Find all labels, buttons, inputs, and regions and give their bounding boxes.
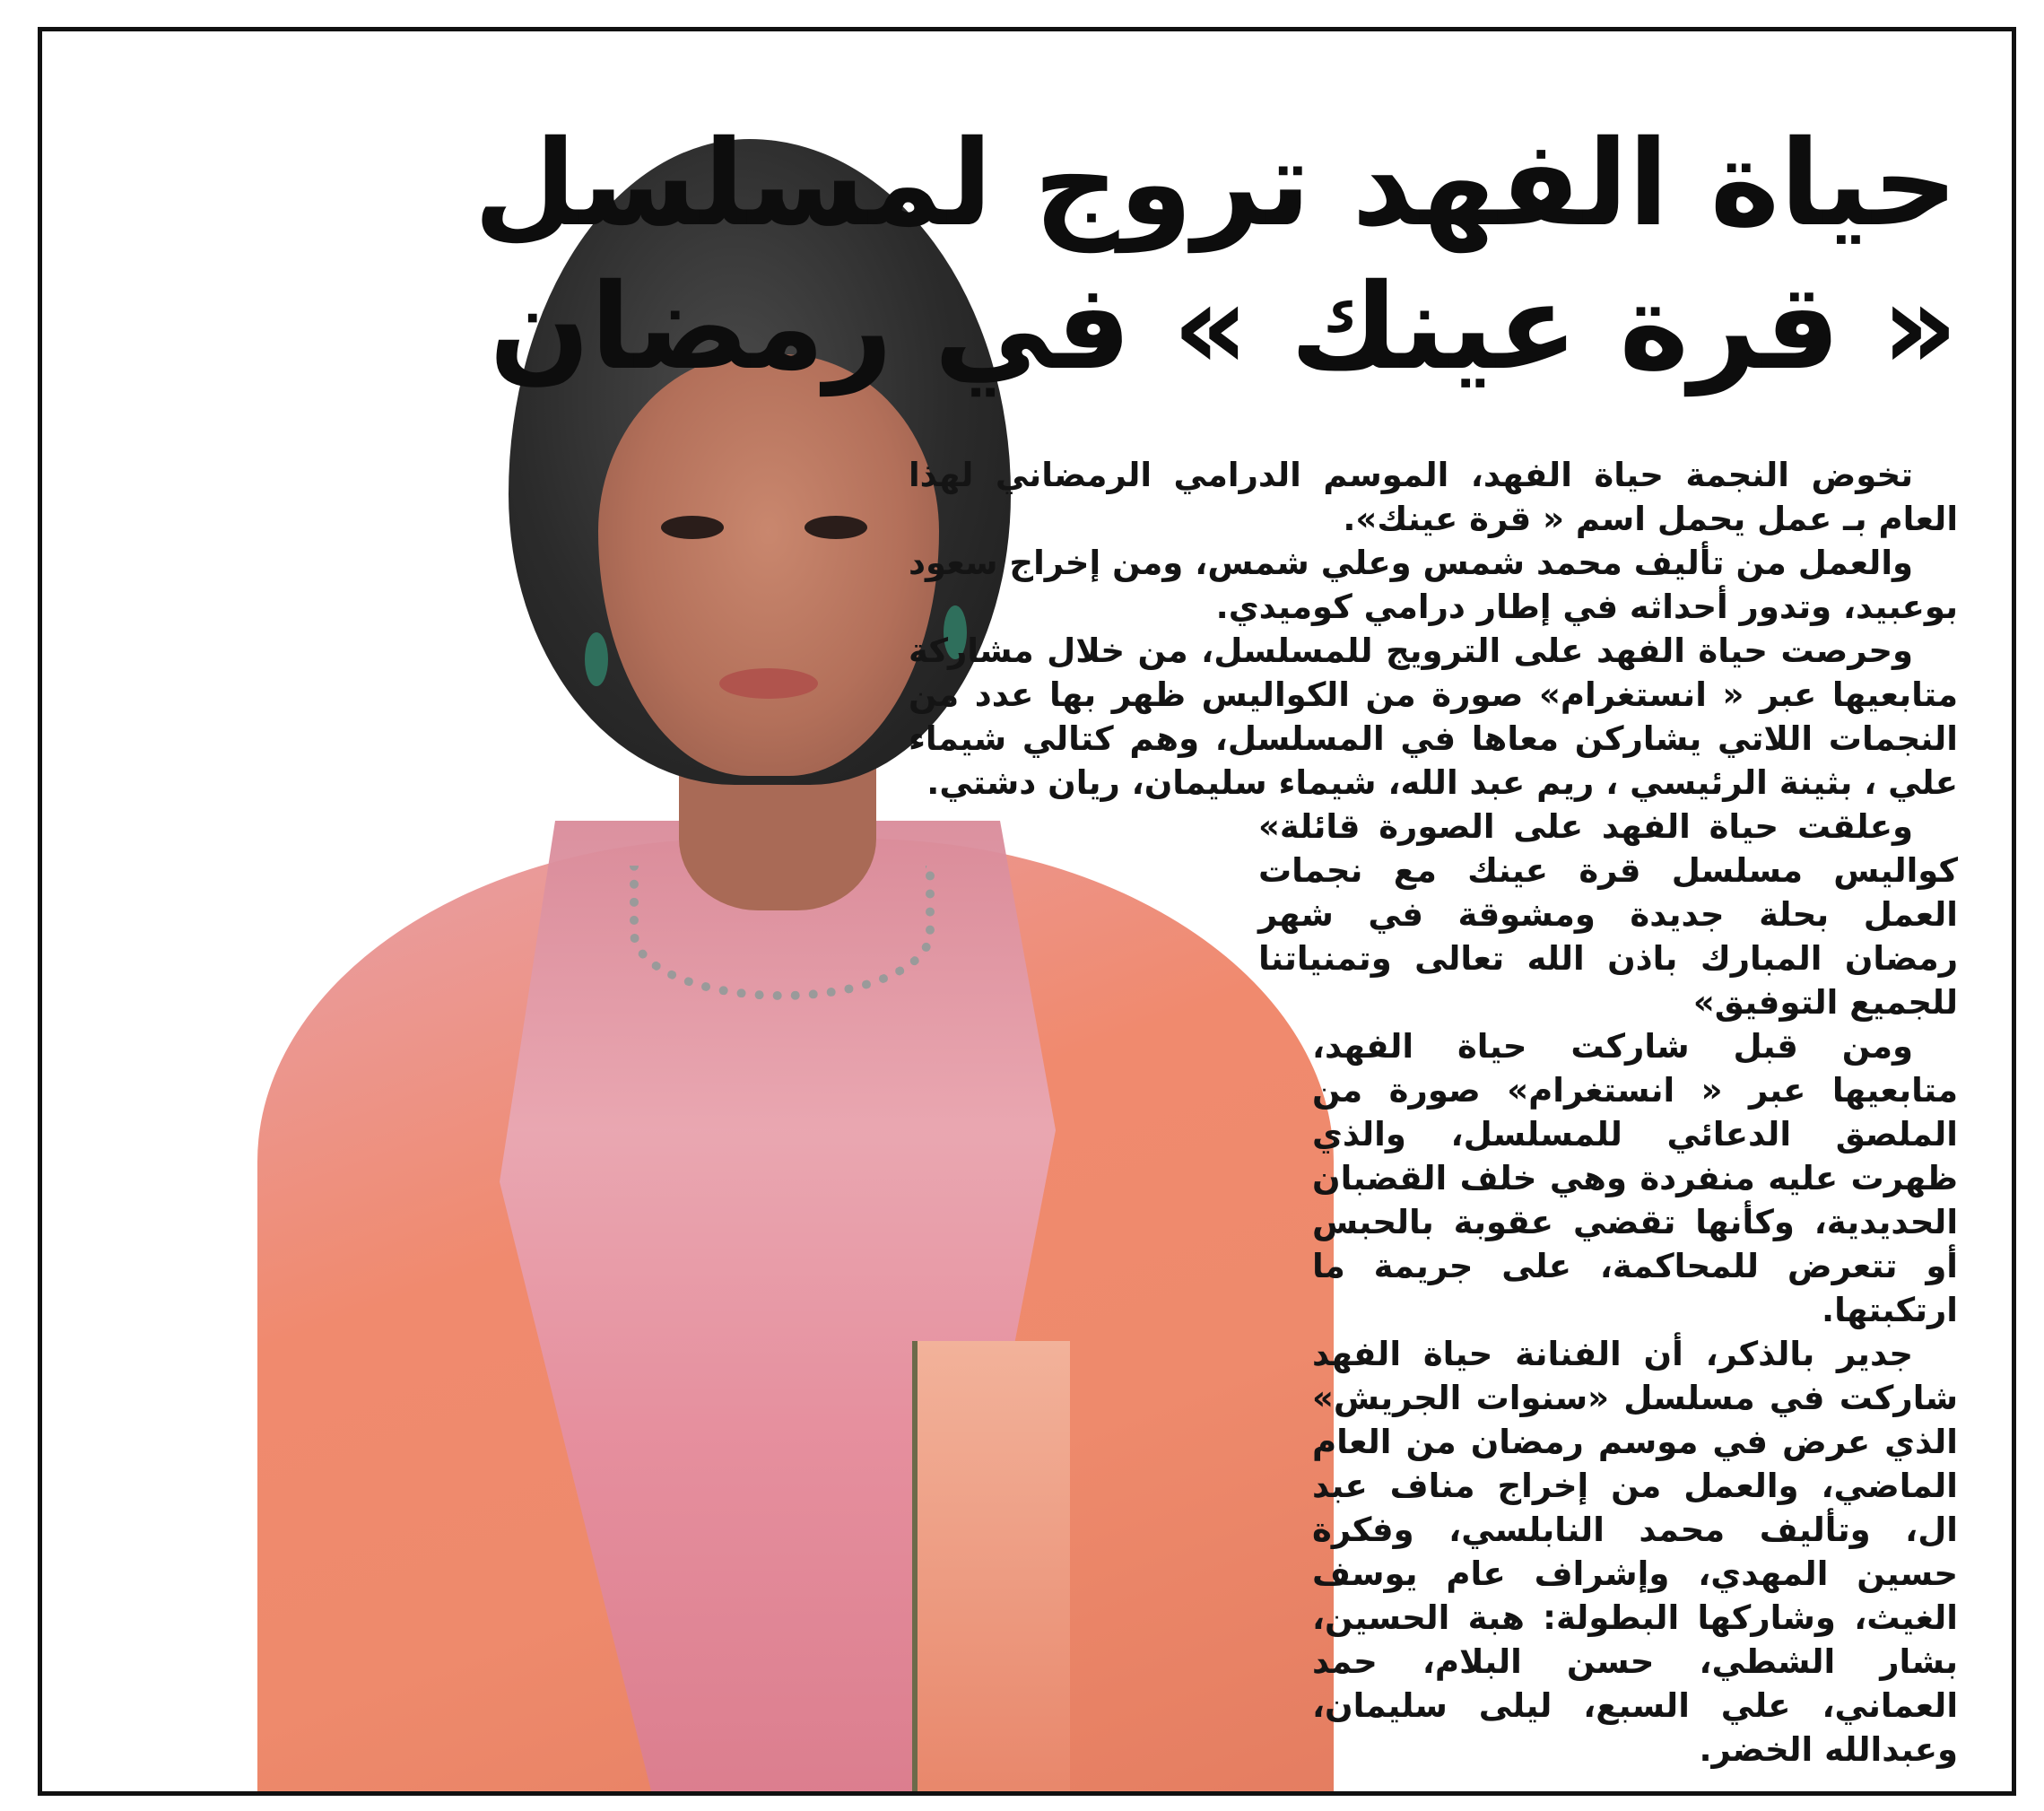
paragraph-5: ومن قبل شاركت حياة الفهد، متابعيها عبر « انستغرام» صورة من الملصق الدعائي للمسلسل، والذي ظهرت عليه منفردة وهي خلف القضبان الحديدية، وكأنها تقضي عقوبة بالحبس أو تتعرض للمحاكمة، على جريمة ما ارتكبتها. xyxy=(1312,1027,1958,1329)
paragraph-2: والعمل من تأليف محمد شمس وعلي شمس، ومن إخراج سعود بوعبيد، وتدور أحداثه في إطار درامي كوميدي. xyxy=(909,544,1958,626)
necklace-shape xyxy=(630,866,935,1000)
left-eye-shape xyxy=(661,516,724,539)
left-earring-shape xyxy=(585,632,608,686)
paragraph-3: وحرصت حياة الفهد على الترويج للمسلسل، من خلال مشاركة متابعيها عبر « انستغرام» صورة من الكواليس ظهر بها عدد من النجمات اللاتي يشاركن معاها في المسلسل، وهم كتالي شيماء علي ، بثينة الرئيسي ، ريم عبد الله، شيماء سليمان، ريان دشتي. xyxy=(909,631,1958,802)
right-eye-shape xyxy=(805,516,867,539)
headline-line-1: حياة الفهد تروج لمسلسل xyxy=(474,115,1958,253)
newspaper-clipping xyxy=(38,27,2016,1796)
headline xyxy=(474,112,1958,399)
paragraph-1: تخوض النجمة حياة الفهد، الموسم الدرامي الرمضاني لهذا العام بـ عمل يحمل اسم « قرة عينك». xyxy=(909,456,1958,538)
paragraph-4: وعلقت حياة الفهد على الصورة قائلة» كواليس مسلسل قرة عينك مع نجمات العمل بحلة جديدة ومشوقة في شهر رمضان المبارك باذن الله تعالى وتمنياتنا للجميع التوفيق» xyxy=(1258,807,1958,1022)
face-shape xyxy=(598,354,939,776)
paragraph-6: جدير بالذكر، أن الفنانة حياة الفهد شاركت في مسلسل «سنوات الجريش» الذي عرض في موسم رمضان من العام الماضي، والعمل من إخراج مناف عبد ال، وتأليف محمد النابلسي، وفكرة حسين المهدي، وإشراف عام يوسف الغيث، وشاركها البطولة: هبة الحسين، بشار الشطي، حسن البلام، حمد العماني، علي السبع، ليلى سليمان، وعبدالله الخضر. xyxy=(1312,1335,1958,1769)
article-body xyxy=(909,453,1958,1772)
headline-line-2: « قرة عينك » في رمضان xyxy=(489,258,1958,396)
mouth-shape xyxy=(719,668,818,699)
